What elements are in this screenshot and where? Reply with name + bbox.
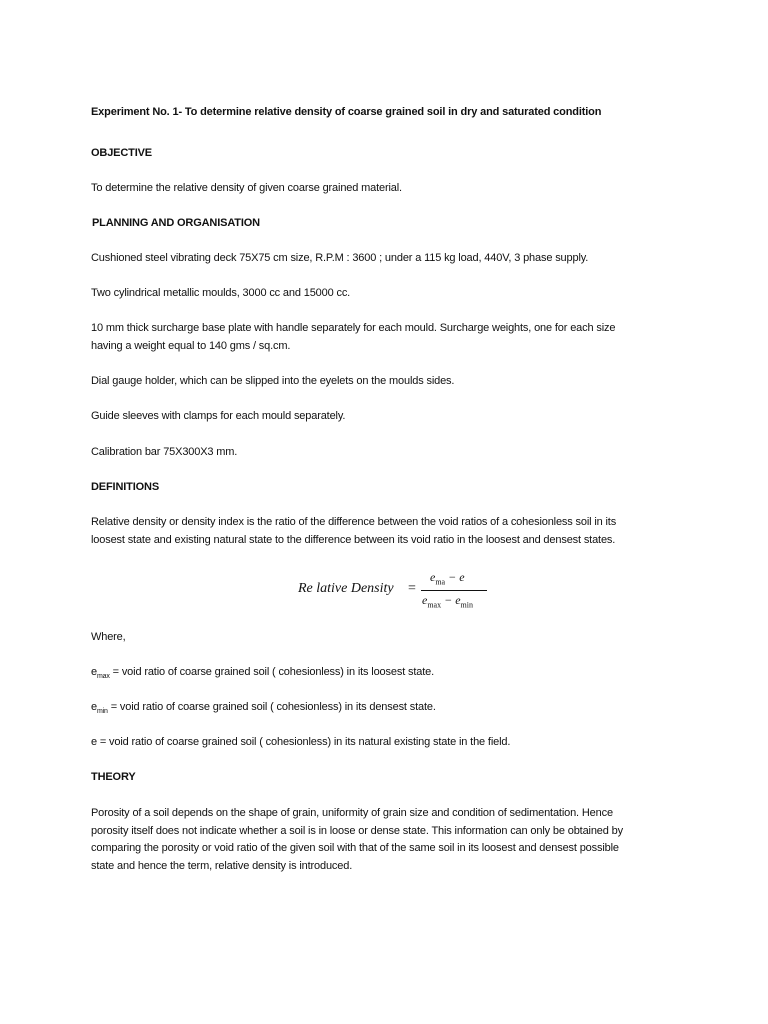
theory-line: state and hence the term, relative density is introduced. <box>91 860 353 872</box>
equipment-line: having a weight equal to 140 gms / sq.cm. <box>91 340 291 352</box>
formula-equals: = <box>408 581 416 596</box>
formula-numerator: $e_{ma} - e$ <box>430 570 465 587</box>
equipment-line: Dial gauge holder, which can be slipped into the eyelets on the moulds sides. <box>91 375 455 387</box>
emax-definition: $e_{max}$ = void ratio of coarse grained soil ( cohesionless) in its loosest state. <box>91 666 435 681</box>
planning-heading: PLANNING AND ORGANISATION <box>92 217 260 229</box>
equipment-line: Calibration bar 75X300X3 mm. <box>91 446 238 458</box>
equipment-line: 10 mm thick surcharge base plate with handle separately for each mould. Surcharge weights, one for each size <box>91 322 616 334</box>
theory-line: Porosity of a soil depends on the shape of grain, uniformity of grain size and condition of sedimentation. Hence <box>91 807 613 819</box>
experiment-title: Experiment No. 1- To determine relative density of coarse grained soil in dry and saturated condition <box>91 106 602 118</box>
emin-definition: $e_{min}$ = void ratio of coarse grained soil ( cohesionless) in its densest state. <box>91 701 436 716</box>
equipment-line: Guide sleeves with clamps for each mould separately. <box>91 410 346 422</box>
definitions-heading: DEFINITIONS <box>91 481 160 493</box>
objective-text: To determine the relative density of given coarse grained material. <box>91 182 402 194</box>
formula-denominator: $e_{max} - e_{min}$ <box>422 593 473 610</box>
fraction-bar <box>421 590 487 591</box>
objective-heading: OBJECTIVE <box>91 147 152 159</box>
theory-line: comparing the porosity or void ratio of the given soil with that of the same soil in its loosest and densest possible <box>91 842 619 854</box>
relative-density-formula <box>298 570 498 618</box>
definition-line: loosest state and existing natural state to the difference between its void ratio in the loosest and densest states. <box>91 534 616 546</box>
e-definition: e = void ratio of coarse grained soil ( cohesionless) in its natural existing state in the field. <box>91 736 511 748</box>
equipment-line: Two cylindrical metallic moulds, 3000 cc and 15000 cc. <box>91 287 351 299</box>
formula-lhs: Re lative Density <box>298 581 394 596</box>
theory-line: porosity itself does not indicate whether a soil is in loose or dense state. This information can only be obtained by <box>91 825 623 837</box>
theory-heading: THEORY <box>91 771 136 783</box>
where-label: Where, <box>91 631 126 643</box>
definition-line: Relative density or density index is the ratio of the difference between the void ratios of a cohesionless soil in its <box>91 516 617 528</box>
equipment-line: Cushioned steel vibrating deck 75X75 cm size, R.P.M : 3600 ; under a 115 kg load, 440V, 3 phase supply. <box>91 252 589 264</box>
